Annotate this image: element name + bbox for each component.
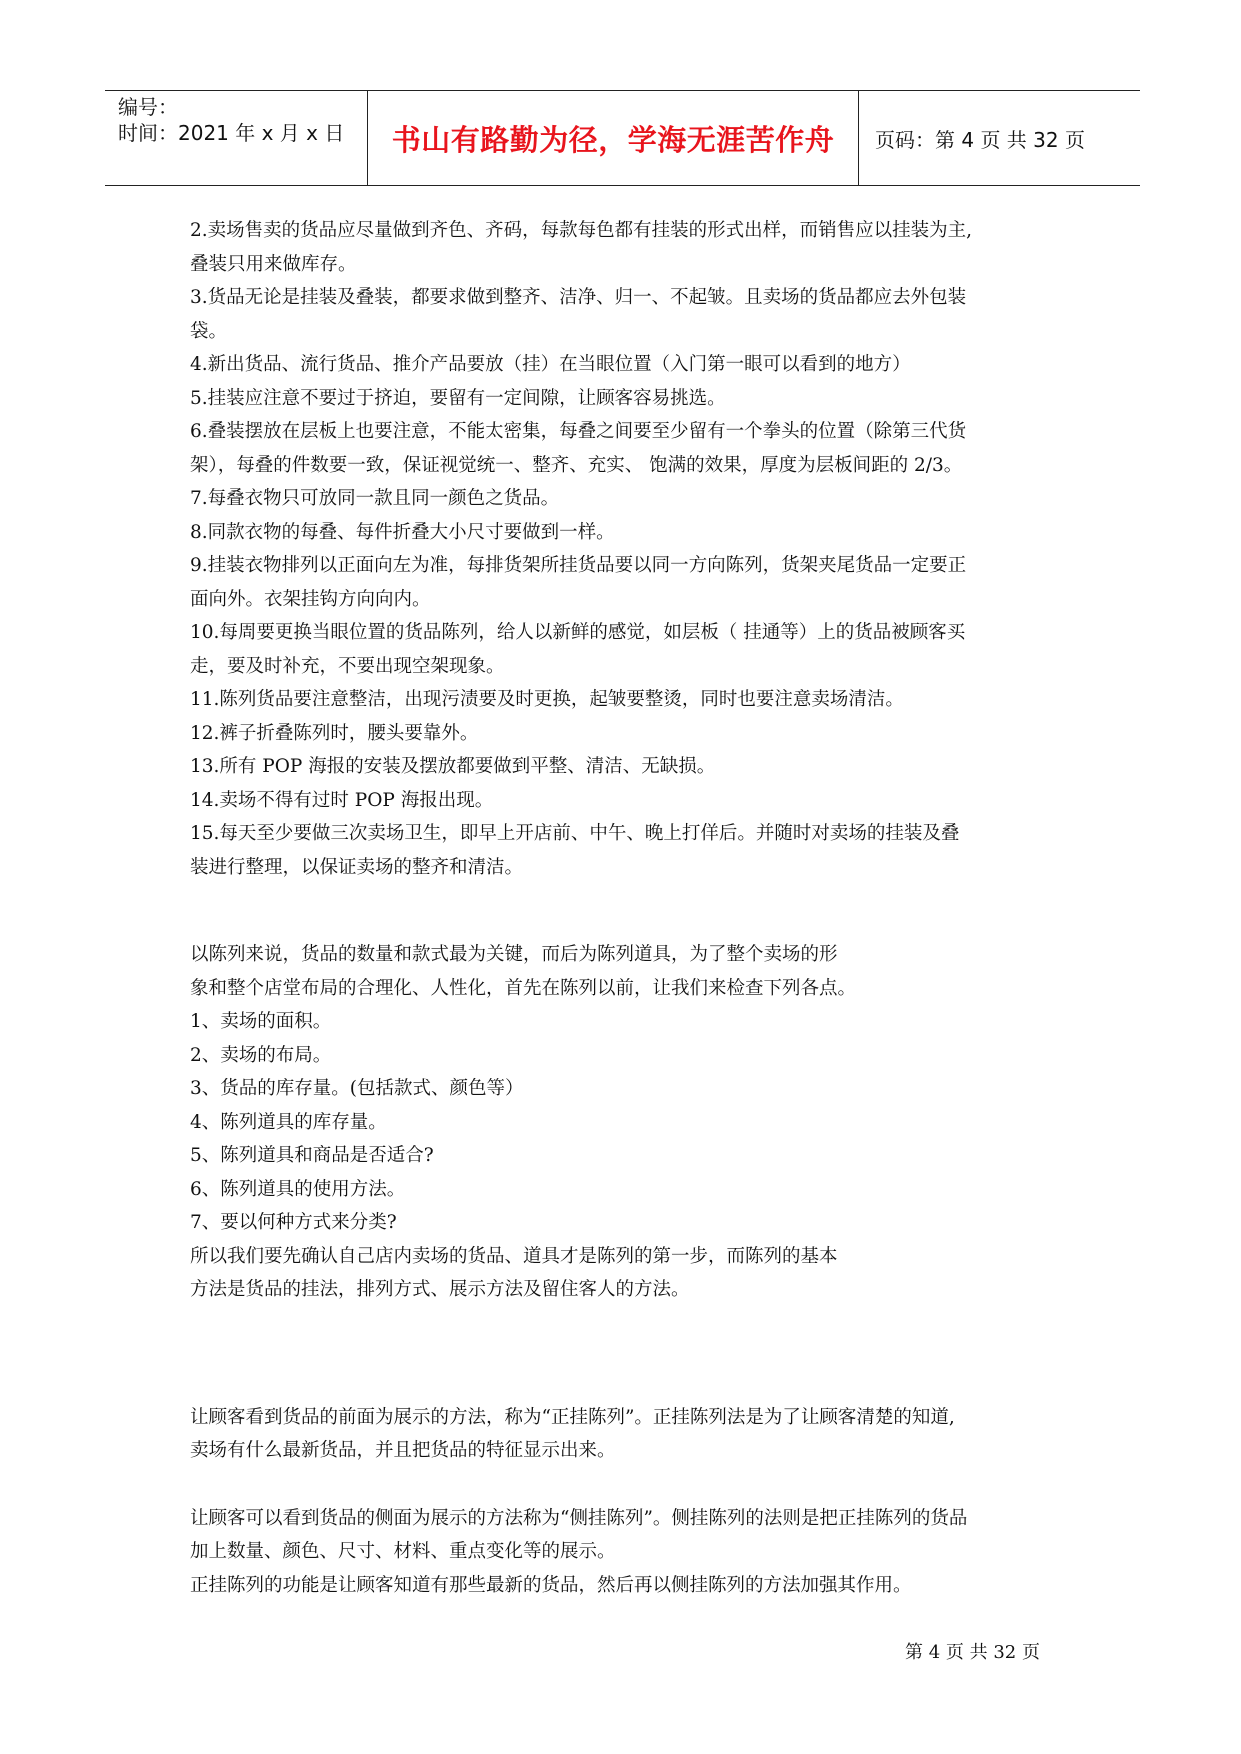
checklist-line: 6、陈列道具的使用方法。 (190, 1178, 406, 1200)
paragraph-line: 让顾客可以看到货品的侧面为展示的方法称为“侧挂陈列”。侧挂陈列的法则是把正挂陈列的货品 (190, 1507, 968, 1529)
rule-line: 架），每叠的件数要一致，保证视觉统一、整齐、充实、 饱满的效果，厚度为层板间距的 2/3。 (190, 454, 963, 476)
section-spacer (190, 1468, 1070, 1502)
header-meta-cell (105, 91, 368, 185)
front-hanging-section (190, 1401, 1070, 1468)
rule-line: 12.裤子折叠陈列时，腰头要靠外。 (190, 722, 479, 744)
rule-line: 面向外。衣架挂钩方向向内。 (190, 588, 431, 610)
rule-line: 走，要及时补充，不要出现空架现象。 (190, 655, 505, 677)
checklist-line: 5、陈列道具和商品是否适合? (190, 1145, 434, 1166)
rule-line: 10.每周要更换当眼位置的货品陈列，给人以新鲜的感觉，如层板（ 挂通等）上的货品被顾客买 (190, 622, 966, 643)
checklist-line: 7、要以何种方式来分类? (190, 1212, 397, 1233)
rule-line: 15.每天至少要做三次卖场卫生，即早上开店前、中午、晚上打佯后。并随时对卖场的挂装及叠 (190, 823, 960, 844)
rule-line: 叠装只用来做库存。 (190, 253, 357, 275)
document-time-label: 时间：2021 年 x 月 x 日 (118, 121, 345, 145)
checklist-line: 所以我们要先确认自己店内卖场的货品、道具才是陈列的第一步，而陈列的基本 (190, 1245, 838, 1267)
document-header (105, 90, 1140, 186)
paragraph-line: 加上数量、颜色、尺寸、材料、重点变化等的展示。 (190, 1541, 616, 1562)
checklist-section (190, 938, 1070, 1307)
header-motto-cell (368, 91, 859, 185)
rule-line: 5.挂装应注意不要过于挤迫，要留有一定间隙，让顾客容易挑选。 (190, 387, 726, 409)
rule-line: 14.卖场不得有过时 POP 海报出现。 (190, 789, 494, 811)
page-footer: 第 4 页 共 32 页 (905, 1642, 1040, 1663)
checklist-line: 以陈列来说，货品的数量和款式最为关键，而后为陈列道具，为了整个卖场的形 (190, 944, 838, 965)
checklist-line: 4、陈列道具的库存量。 (190, 1111, 387, 1133)
rule-line: 6.叠装摆放在层板上也要注意，不能太密集，每叠之间要至少留有一个拳头的位置（除第三代货 (190, 421, 967, 442)
document-body (190, 214, 1070, 1602)
display-rules-list (190, 214, 1070, 884)
paragraph-line: 让顾客看到货品的前面为展示的方法，称为“正挂陈列”。正挂陈列法是为了让顾客清楚的知道, (190, 1406, 955, 1428)
motto-text: 书山有路勤为径，学海无涯苦作舟 (391, 123, 835, 157)
rule-line: 4.新出货品、流行货品、推介产品要放（挂）在当眼位置（入门第一眼可以看到的地方） (190, 354, 911, 375)
paragraph-line: 卖场有什么最新货品，并且把货品的特征显示出来。 (190, 1440, 616, 1461)
rule-line: 8.同款衣物的每叠、每件折叠大小尺寸要做到一样。 (190, 521, 615, 543)
rule-line: 装进行整理，以保证卖场的整齐和清洁。 (190, 856, 524, 878)
checklist-line: 3、货品的库存量。(包括款式、颜色等） (190, 1078, 524, 1099)
rule-line: 9.挂装衣物排列以正面向左为准，每排货架所挂货品要以同一方向陈列，货架夹尾货品一定要正 (190, 555, 967, 576)
checklist-line: 方法是货品的挂法，排列方式、展示方法及留住客人的方法。 (190, 1279, 690, 1300)
paragraph-line: 正挂陈列的功能是让顾客知道有那些最新的货品，然后再以侧挂陈列的方法加强其作用。 (190, 1574, 912, 1596)
section-spacer (190, 1307, 1070, 1401)
checklist-line: 象和整个店堂布局的合理化、人性化，首先在陈列以前，让我们来检查下列各点。 (190, 977, 857, 999)
checklist-line: 1、卖场的面积。 (190, 1011, 332, 1032)
document-number-label: 编号： (118, 95, 178, 119)
section-spacer (190, 884, 1070, 938)
side-hanging-section (190, 1502, 1070, 1603)
rule-line: 袋。 (190, 320, 228, 342)
rule-line: 3.货品无论是挂装及叠装，都要求做到整齐、洁净、归一、不起皱。且卖场的货品都应去外包装 (190, 287, 967, 308)
rule-line: 2.卖场售卖的货品应尽量做到齐色、齐码，每款每色都有挂装的形式出样，而销售应以挂装为主, (190, 220, 973, 241)
rule-line: 11.陈列货品要注意整洁，出现污渍要及时更换，起皱要整烫，同时也要注意卖场清洁。 (190, 689, 904, 710)
header-page-code: 页码：第 4 页 共 32 页 (875, 128, 1085, 152)
checklist-line: 2、卖场的布局。 (190, 1044, 332, 1066)
rule-line: 7.每叠衣物只可放同一款且同一颜色之货品。 (190, 488, 560, 509)
rule-line: 13.所有 POP 海报的安装及摆放都要做到平整、清洁、无缺损。 (190, 756, 716, 777)
